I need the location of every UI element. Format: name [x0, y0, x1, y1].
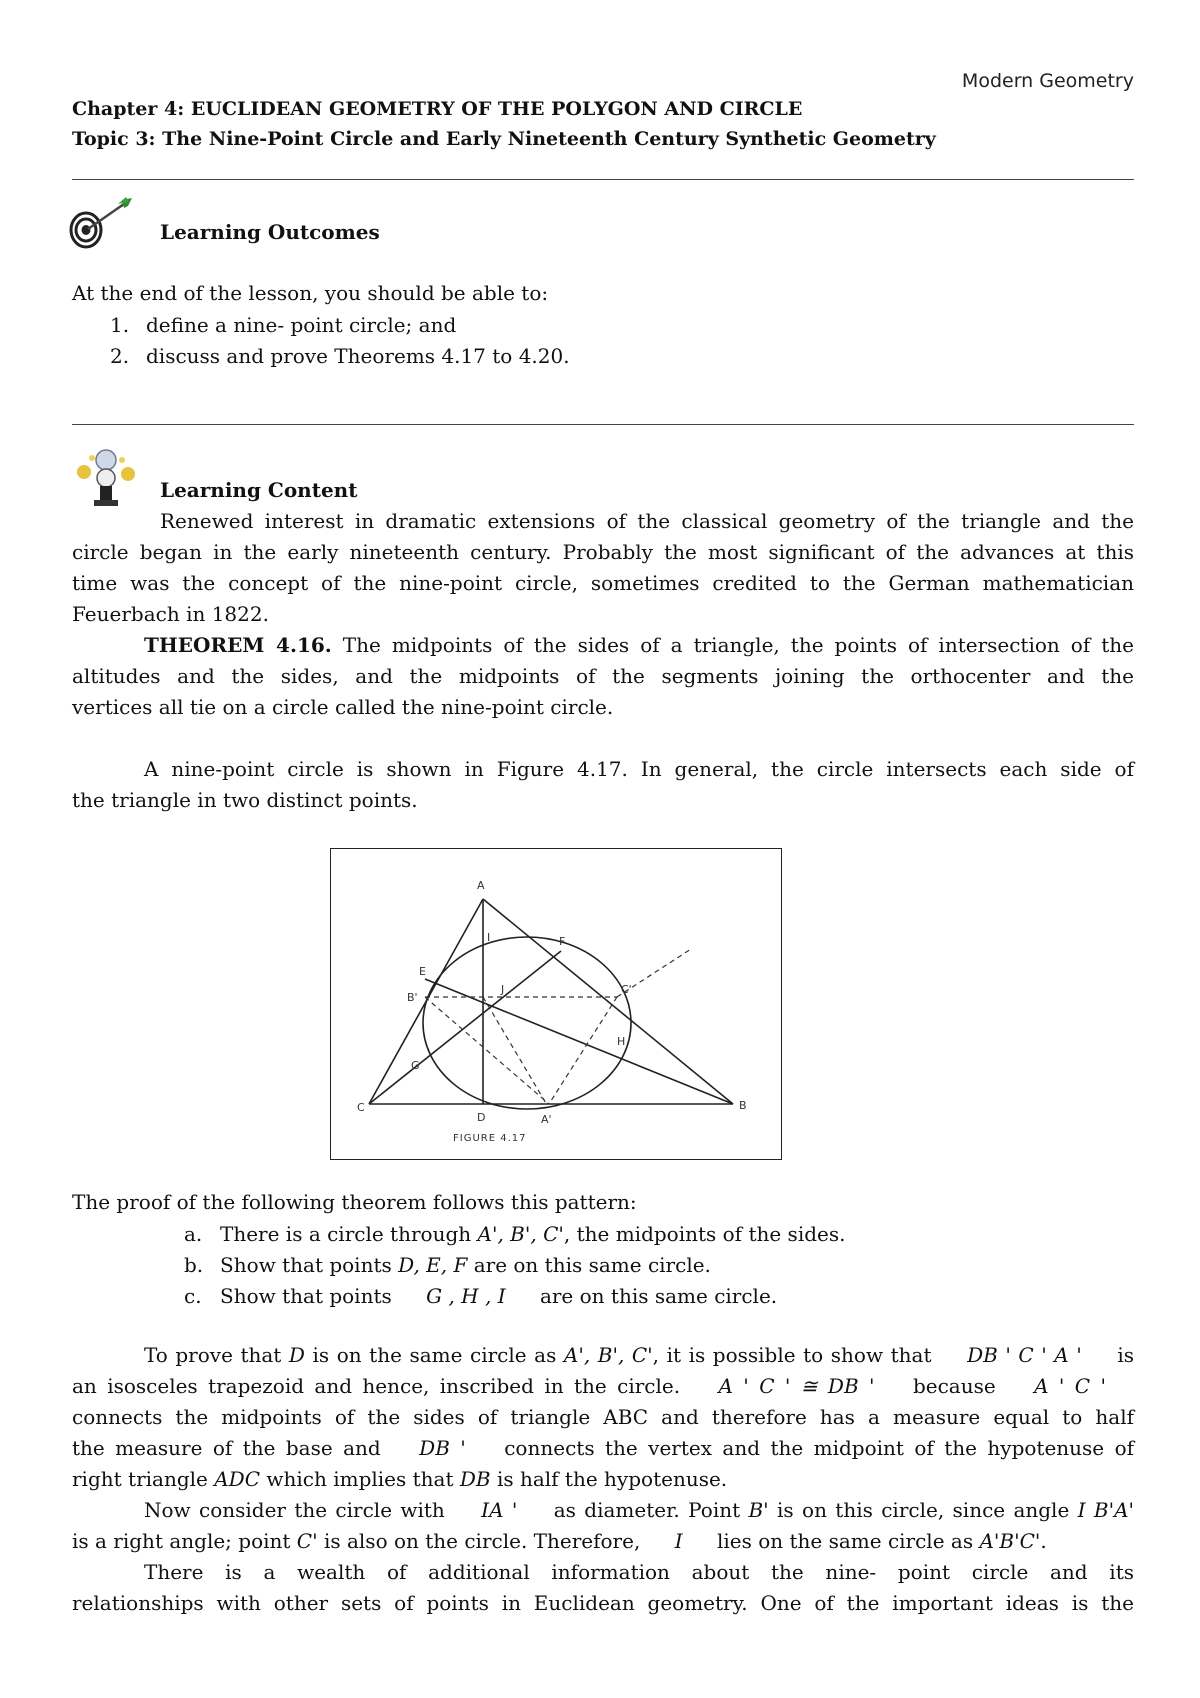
content-title: Learning Content	[160, 478, 358, 502]
label-c: C	[357, 1101, 365, 1114]
theorem-label: THEOREM 4.16.	[144, 633, 332, 657]
label-i: I	[487, 931, 491, 944]
figure-caption: FIGURE 4.17	[453, 1133, 527, 1144]
proof-step: b. Show that points D, E, F are on this same circle.	[184, 1253, 711, 1277]
figure-4-17	[330, 848, 782, 1160]
proof-paragraph-i: Now consider the circle with IA ' as diameter. Point B' is on this circle, since angle I B'A' is a right angle; point C' is also on the circle. Therefore, I lies on the same circle as A'B'C'.	[72, 1498, 1135, 1553]
side-ab	[483, 899, 733, 1104]
intro-paragraph: Renewed interest in dramatic extensions of the classical geometry of the triangle and the circle began in the early nineteenth century. Probably the most significant of the advances at this time was the concept of the nine-point circle, sometimes credited to the German mathematician Feuerbach in 1822.	[72, 509, 1134, 626]
altitude-b	[425, 979, 733, 1104]
divider	[72, 424, 1134, 425]
label-b: B	[739, 1099, 747, 1112]
topic-title: Topic 3: The Nine-Point Circle and Early Nineteenth Century Synthetic Geometry	[72, 128, 936, 150]
running-header: Modern Geometry	[961, 70, 1134, 92]
label-c-prime: C'	[621, 983, 632, 996]
closing-paragraph: There is a wealth of additional information about the nine- point circle and its relationships with other sets of points in Euclidean geometry. One of the important ideas is the	[72, 1560, 1134, 1615]
outcomes-intro: At the end of the lesson, you should be able to:	[72, 281, 549, 305]
proof-paragraph-d: To prove that D is on the same circle as A', B', C', it is possible to show that DB ' C ' A ' is an isosceles trapezoid and hence, inscribed in the circle. A ' C ' ≅ DB ' because A ' C ' connects the midpoints of the sides of triangle ABC and therefore has a measure equal to half the measure of the base and DB ' connects the vertex and the midpoint of the hypotenuse of right triangle ADC which implies that DB is half the hypotenuse.	[72, 1343, 1135, 1491]
label-e: E	[419, 965, 426, 978]
label-j: J	[501, 983, 505, 996]
dashed-b-a	[425, 997, 549, 1104]
theorem-4-16: THEOREM 4.16. The midpoints of the sides of a triangle, the points of intersection of the altitudes and the sides, and the midpoints of the segments joining the orthocenter and the vertices all tie on a circle called the nine-point circle.	[72, 633, 1134, 719]
label-d: D	[477, 1111, 486, 1124]
proof-step: a. There is a circle through A', B', C', the midpoints of the sides.	[184, 1222, 846, 1246]
dashed-j-a	[483, 997, 547, 1105]
label-a: A	[477, 879, 485, 892]
label-g: G	[411, 1059, 420, 1072]
chapter-title: Chapter 4: EUCLIDEAN GEOMETRY OF THE POLYGON AND CIRCLE	[72, 98, 803, 120]
label-f: F	[559, 935, 566, 948]
outcome-item: 2. discuss and prove Theorems 4.17 to 4.20.	[110, 344, 570, 368]
dashed-c-a	[549, 997, 617, 1104]
proof-step: c. Show that points G , H , I are on this same circle.	[184, 1284, 778, 1308]
label-b-prime: B'	[407, 991, 418, 1004]
label-a-prime: A'	[541, 1113, 552, 1126]
document-page	[72, 0, 1134, 1698]
altitude-c	[369, 951, 561, 1104]
nine-point-circle-diagram	[331, 849, 781, 1159]
outcomes-title: Learning Outcomes	[160, 220, 380, 244]
divider	[72, 179, 1134, 180]
proof-intro: The proof of the following theorem follows this pattern:	[72, 1190, 637, 1214]
outcome-item: 1. define a nine- point circle; and	[110, 313, 457, 337]
figure-reference-paragraph: A nine-point circle is shown in Figure 4.17. In general, the circle intersects each side of the triangle in two distinct points.	[72, 757, 1134, 812]
label-h: H	[617, 1035, 626, 1048]
target-dart-icon	[66, 196, 136, 255]
